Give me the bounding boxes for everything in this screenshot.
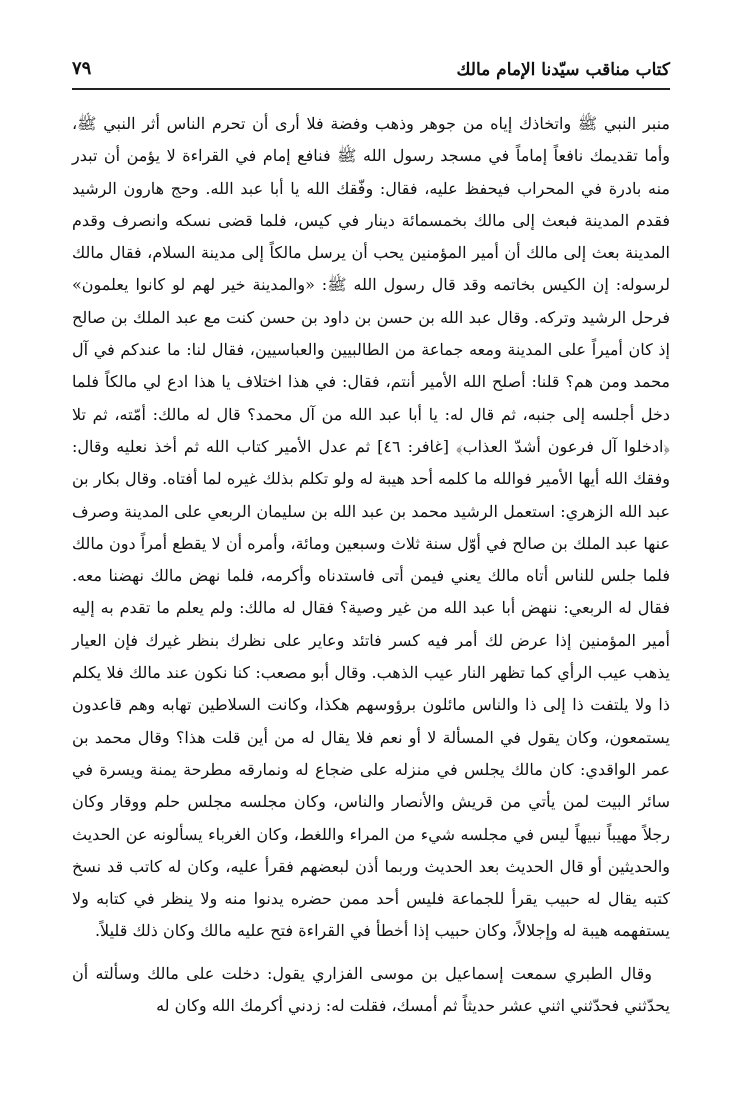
body-paragraph: منبر النبي ﷺ واتخاذك إياه من جوهر وذهب وفضة فلا أرى أن تحرم الناس أثر النبي ﷺ، وأما تقديمك نافعاً إماماً في مسجد رسول الله ﷺ فنافع إمام في القراءة لا يؤمن أن تبدر منه بادرة في المحراب فيحفظ عليه، فقال: وفّقك الله يا أبا عبد الله. وحج هارون الرشيد فقدم المدينة فبعث إلى مالك بخمسمائة دينار في كيس، فلما قضى نسكه وانصرف وقدم المدينة بعث إلى مالك أن أمير المؤمنين يحب أن يرسل مالكاً إلى مدينة السلام، فقال مالك لرسوله: إن الكيس بخاتمه وقد قال رسول الله ﷺ: «والمدينة خير لهم لو كانوا يعلمون» فرحل الرشيد وتركه. وقال عبد الله بن حسن بن داود بن حسن كنت مع عبد الملك بن صالح إذ كان أميراً على المدينة ومعه جماعة من الطالبيين والعباسيين، فقال لنا: ما عندكم في آل محمد ومن هم؟ قلنا: أصلح الله الأمير أنتم، فقال: في هذا اختلاف يا هذا ادع لي مالكاً فلما دخل أجلسه إلى جنبه، ثم قال له: يا أبا عبد الله من آل محمد؟ قال له مالك: أمّته، ثم تلا ﴿ادخلوا آل فرعون أشدّ العذاب﴾ [غافر: ٤٦] ثم عدل الأمير كتاب الله ثم أخذ نعليه وقال: وفقك الله أيها الأمير فوالله ما كلمه أحد هيبة له ولو تكلم بذلك غيره لما أفتاه. وقال بكار بن عبد الله الزهري: استعمل الرشيد محمد بن عبد الله بن سليمان الربعي على المدينة وصرف عنها عبد الملك بن صالح في أوّل سنة ثلاث وسبعين ومائة، وأمره أن لا يقطع أمراً دون مالك فلما جلس للناس أتاه مالك يعني فيمن أتى فاستدناه وأكرمه، فلما نهض مالك نهضنا معه. فقال له الربعي: ننهض أبا عبد الله من غير وصية؟ فقال له مالك: ولم يعلم ما تقدم به إليه أمير المؤمنين إذا عرض لك أمر فيه كسر فاتئد وعاير على نظرك بنظر غيرك فإن العيار يذهب عيب الرأي كما تظهر النار عيب الذهب. وقال أبو مصعب: كنا نكون عند مالك فلا يكلم ذا ولا يلتفت ذا إلى ذا والناس مائلون برؤوسهم هكذا، وكانت السلاطين تهابه وهم قاعدون يستمعون، وكان يقول في المسألة لا أو نعم فلا يقال له من أين قلت هذا؟ وقال محمد بن عمر الواقدي: كان مالك يجلس في منزله على ضجاع له ونمارقه مطرحة يمنة ويسرة في سائر البيت لمن يأتي من قريش والأنصار والناس، وكان مجلسه مجلس حلم ووقار وكان رجلاً مهيباً نبيهاً ليس في مجلسه شيء من المراء واللغط، وكان الغرباء يسألونه عن الحديث والحديثين أو قال الحديث بعد الحديث وربما أذن لبعضهم فقرأ عليه، وكان له كاتب قد نسخ كتبه يقال له حبيب يقرأ للجماعة فليس أحد ممن حضره يدنوا منه ولا ينظر في كتابه ولا يستفهمه هيبة له وإجلالاً، وكان حبيب إذا أخطأ في القراءة فتح عليه مالك وكان ذلك قليلاً. (72, 114, 670, 941)
page-header (72, 50, 670, 90)
page-body (72, 108, 670, 1022)
page-number: ٧٩ (72, 58, 92, 79)
header-rule (72, 88, 670, 90)
body-paragraph: وقال الطبري سمعت إسماعيل بن موسى الفزاري يقول: دخلت على مالك وسألته أن يحدّثني فحدّثني اثني عشر حديثاً ثم أمسك، فقلت له: زدني أكرمك الله وكان له (72, 963, 670, 1016)
running-title: كتاب مناقب سيّدنا الإمام مالك (456, 60, 670, 80)
